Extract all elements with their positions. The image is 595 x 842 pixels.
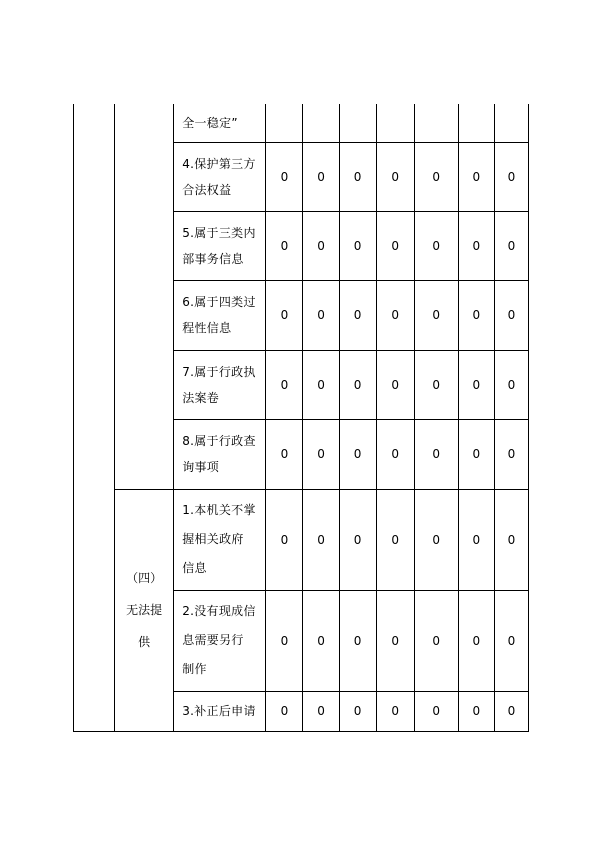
category-label-line: 无法提 — [126, 603, 163, 617]
value-cell: 0 — [266, 419, 303, 489]
value-cell: 0 — [339, 419, 376, 489]
value-cell: 0 — [376, 691, 414, 731]
value-cell: 0 — [266, 691, 303, 731]
value-cell: 0 — [494, 691, 528, 731]
label-line: 1.本机关不掌 — [182, 503, 256, 517]
label-line: 6.属于四类过 — [182, 295, 256, 309]
row-label — [174, 104, 266, 142]
label-line: 8.属于行政查 — [182, 434, 256, 448]
label-line: 合法权益 — [182, 182, 232, 197]
value-cell: 0 — [303, 350, 339, 419]
value-cell: 0 — [376, 142, 414, 211]
value-cell: 0 — [494, 280, 528, 350]
value-cell: 0 — [458, 142, 494, 211]
row-label — [174, 419, 266, 489]
value-cell: 0 — [414, 419, 458, 489]
value-cell: 0 — [266, 350, 303, 419]
label-line: 2.没有现成信 — [182, 604, 256, 618]
table-row — [74, 489, 529, 590]
value-cell: 0 — [376, 419, 414, 489]
row-label — [174, 350, 266, 419]
label-line: 息需要另行 — [182, 633, 244, 647]
row-label — [174, 590, 266, 691]
label-line: 4.保护第三方 — [182, 156, 256, 171]
value-cell: 0 — [376, 489, 414, 590]
value-cell: 0 — [494, 590, 528, 691]
value-cell: 0 — [339, 691, 376, 731]
value-cell: 0 — [376, 590, 414, 691]
value-cell: 0 — [414, 142, 458, 211]
value-cell: 0 — [266, 142, 303, 211]
value-cell — [376, 104, 414, 142]
value-cell: 0 — [494, 350, 528, 419]
value-cell: 0 — [266, 280, 303, 350]
row-label — [174, 691, 266, 731]
value-cell: 0 — [303, 142, 339, 211]
label-line: 部事务信息 — [182, 251, 244, 266]
value-cell — [266, 104, 303, 142]
value-cell: 0 — [339, 142, 376, 211]
label-line: 全一稳定” — [182, 115, 238, 130]
table-body — [74, 104, 529, 731]
value-cell: 0 — [266, 489, 303, 590]
label-line: 5.属于三类内 — [182, 225, 256, 240]
value-cell: 0 — [339, 211, 376, 280]
value-cell: 0 — [414, 489, 458, 590]
label-line: 握相关政府 — [182, 532, 244, 546]
value-cell: 0 — [458, 280, 494, 350]
outer-category-cell — [74, 104, 115, 731]
value-cell: 0 — [458, 419, 494, 489]
value-cell — [339, 104, 376, 142]
value-cell — [303, 104, 339, 142]
value-cell: 0 — [494, 211, 528, 280]
value-cell: 0 — [414, 211, 458, 280]
category-three-cell — [115, 104, 174, 489]
category-label-line: 供 — [138, 635, 151, 649]
label-line: 法案卷 — [182, 390, 220, 405]
value-cell: 0 — [376, 350, 414, 419]
value-cell: 0 — [414, 350, 458, 419]
value-cell: 0 — [458, 211, 494, 280]
value-cell: 0 — [376, 280, 414, 350]
value-cell: 0 — [303, 211, 339, 280]
row-label — [174, 211, 266, 280]
value-cell: 0 — [414, 590, 458, 691]
category-label-line: （四） — [126, 571, 163, 585]
value-cell: 0 — [494, 142, 528, 211]
row-label — [174, 489, 266, 590]
value-cell: 0 — [303, 489, 339, 590]
value-cell: 0 — [303, 691, 339, 731]
label-line: 7.属于行政执 — [182, 364, 256, 379]
row-label — [174, 142, 266, 211]
value-cell: 0 — [266, 211, 303, 280]
value-cell — [414, 104, 458, 142]
value-cell: 0 — [494, 419, 528, 489]
value-cell: 0 — [303, 419, 339, 489]
value-cell: 0 — [494, 489, 528, 590]
table-row — [74, 104, 529, 142]
value-cell: 0 — [458, 489, 494, 590]
value-cell: 0 — [339, 350, 376, 419]
value-cell: 0 — [458, 590, 494, 691]
row-label — [174, 280, 266, 350]
value-cell: 0 — [339, 280, 376, 350]
value-cell: 0 — [339, 590, 376, 691]
value-cell: 0 — [303, 590, 339, 691]
value-cell — [458, 104, 494, 142]
label-line: 3.补正后申请 — [182, 704, 256, 718]
label-line: 信息 — [182, 561, 207, 575]
value-cell: 0 — [414, 691, 458, 731]
value-cell: 0 — [303, 280, 339, 350]
label-line: 程性信息 — [182, 321, 232, 335]
value-cell: 0 — [266, 590, 303, 691]
value-cell: 0 — [339, 489, 376, 590]
value-cell: 0 — [458, 691, 494, 731]
value-cell: 0 — [376, 211, 414, 280]
label-line: 询事项 — [182, 460, 220, 474]
category-four-cell — [115, 489, 174, 731]
value-cell: 0 — [414, 280, 458, 350]
statistics-table — [73, 104, 529, 732]
label-line: 制作 — [182, 662, 207, 676]
value-cell — [494, 104, 528, 142]
value-cell: 0 — [458, 350, 494, 419]
